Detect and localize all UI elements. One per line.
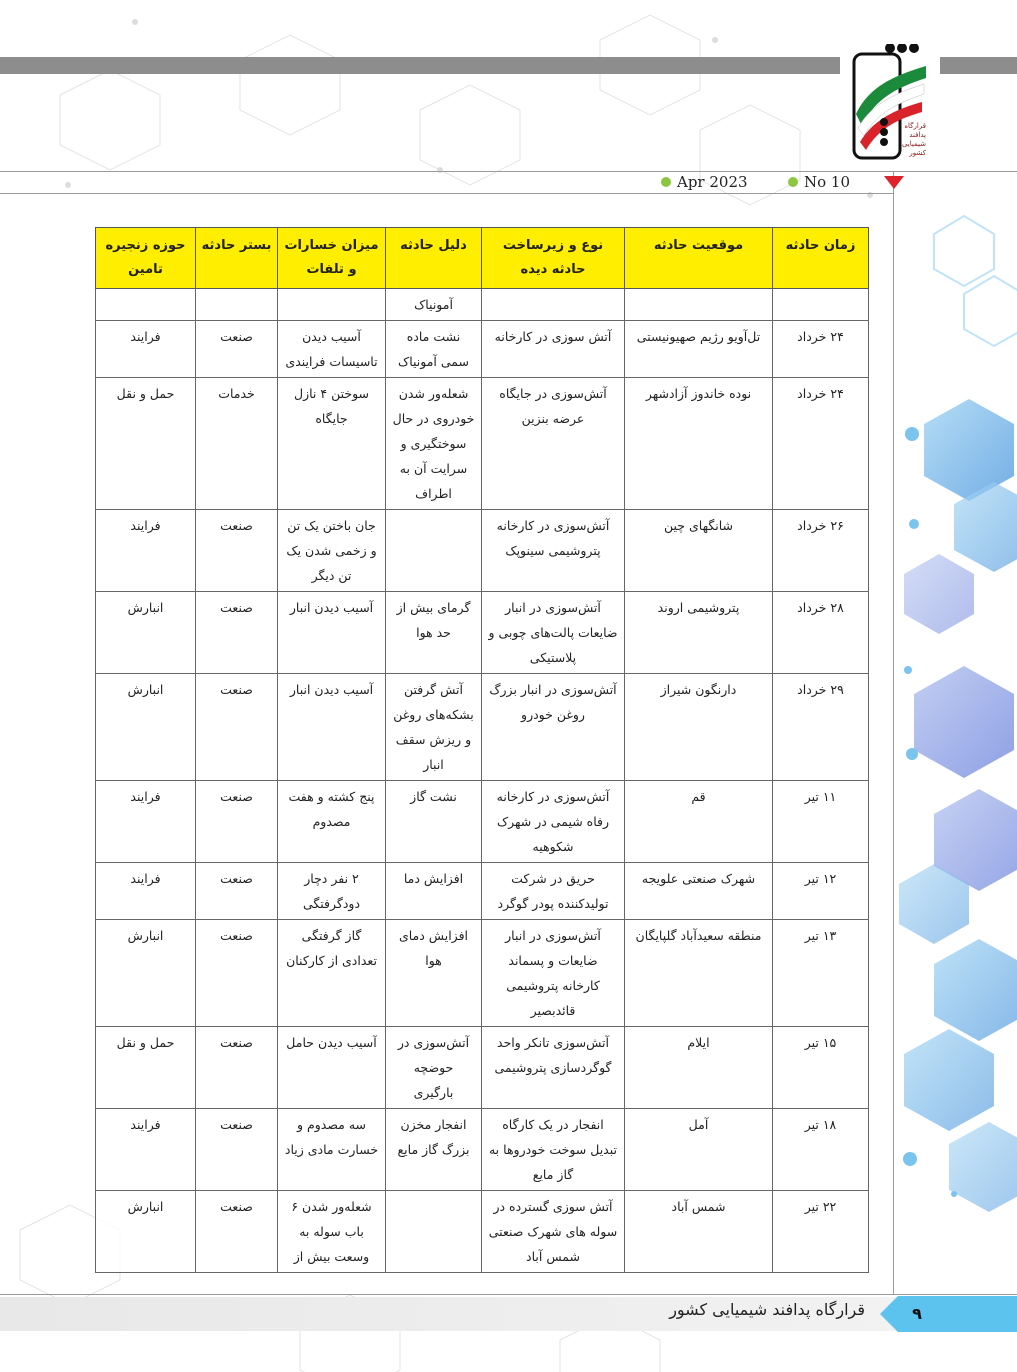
cell-type: آتش سوزی گسترده در سوله های شهرک صنعتی شمس آباد <box>482 1191 625 1273</box>
date-label <box>661 173 748 191</box>
logo-text-2: پدافند <box>909 131 926 139</box>
logo-icon <box>850 44 932 162</box>
table-row <box>96 920 869 1027</box>
table-row <box>96 592 869 674</box>
cell-context: صنعت <box>196 1109 278 1191</box>
cell-context: صنعت <box>196 863 278 920</box>
cell-cause: آمونیاک <box>386 289 482 321</box>
footer-title: قرارگاه پدافند شیمیایی کشور <box>669 1300 865 1319</box>
page-tab-shape <box>880 1296 1017 1332</box>
page-number: ۹ <box>912 1304 922 1323</box>
cell-context: صنعت <box>196 1191 278 1273</box>
cell-cause <box>386 510 482 592</box>
header-time: زمان حادثه <box>773 228 869 289</box>
cell-location: قم <box>625 781 773 863</box>
cell-context <box>196 289 278 321</box>
cell-type: آتش‌سوزی در جایگاه عرضه بنزین <box>482 378 625 510</box>
cell-type: آتش‌سوزی تانکر واحد گوگردسازی پتروشیمی <box>482 1027 625 1109</box>
cell-cause: شعله‌ور شدن خودروی در حال سوختگیری و سرایت آن به اطراف <box>386 378 482 510</box>
table-row <box>96 378 869 510</box>
cell-supply-chain: انبارش <box>96 920 196 1027</box>
cell-context: صنعت <box>196 1027 278 1109</box>
table-row <box>96 863 869 920</box>
header-damage: میزان خسارات و تلفات <box>278 228 386 289</box>
cell-damage: سوختن ۴ نازل جایگاه <box>278 378 386 510</box>
cell-time: ۲۹ خرداد <box>773 674 869 781</box>
incidents-table <box>95 227 869 1273</box>
header-divider-lower <box>0 193 893 194</box>
cell-context: صنعت <box>196 510 278 592</box>
cell-supply-chain: فرایند <box>96 510 196 592</box>
cell-time: ۱۸ تیر <box>773 1109 869 1191</box>
header-context: بستر حادثه <box>196 228 278 289</box>
cell-cause: نشت گاز <box>386 781 482 863</box>
cell-type: آتش‌سوزی در انبار ضایعات و پسماند کارخانه پتروشیمی قائدبصیر <box>482 920 625 1027</box>
cell-cause: انفجار مخزن بزرگ گاز مایع <box>386 1109 482 1191</box>
cell-location: منطقه سعیدآباد گلپایگان <box>625 920 773 1027</box>
red-triangle-icon <box>884 176 904 189</box>
table-row <box>96 674 869 781</box>
cell-supply-chain: حمل و نقل <box>96 1027 196 1109</box>
cell-damage: جان باختن یک تن و زخمی شدن یک تن دیگر <box>278 510 386 592</box>
cell-context: صنعت <box>196 781 278 863</box>
cell-type: حریق در شرکت تولیدکننده پودر گوگرد <box>482 863 625 920</box>
header-supply-chain: حوزه زنجیره تامین <box>96 228 196 289</box>
cell-supply-chain: انبارش <box>96 1191 196 1273</box>
cell-location: آمل <box>625 1109 773 1191</box>
table-row <box>96 321 869 378</box>
table-row <box>96 1191 869 1273</box>
table-header-row <box>96 228 869 289</box>
cell-supply-chain: فرایند <box>96 863 196 920</box>
cell-type <box>482 289 625 321</box>
cell-time: ۲۶ خرداد <box>773 510 869 592</box>
header-type: نوع و زیرساخت حادثه دیده <box>482 228 625 289</box>
cell-supply-chain: حمل و نقل <box>96 378 196 510</box>
cell-cause: نشت ماده سمی آمونیاک <box>386 321 482 378</box>
logo-text-4: کشور <box>909 149 926 157</box>
cell-location: شانگهای چین <box>625 510 773 592</box>
cell-supply-chain: انبارش <box>96 674 196 781</box>
cell-damage: سه مصدوم و خسارت مادی زیاد <box>278 1109 386 1191</box>
cell-context: صنعت <box>196 674 278 781</box>
cell-time: ۲۸ خرداد <box>773 592 869 674</box>
cell-damage: آسیب دیدن انبار <box>278 674 386 781</box>
cell-supply-chain <box>96 289 196 321</box>
logo-text-3: شیمیایی <box>901 140 926 148</box>
cell-supply-chain: فرایند <box>96 781 196 863</box>
cell-type: آتش‌سوزی در انبار ضایعات پالت‌های چوبی و پلاستیکی <box>482 592 625 674</box>
green-dot-icon <box>661 177 671 187</box>
cell-damage: آسیب دیدن تاسیسات فرایندی <box>278 321 386 378</box>
cell-type: انفجار در یک کارگاه تبدیل سوخت خودروها به گاز مایع <box>482 1109 625 1191</box>
cell-time: ۱۲ تیر <box>773 863 869 920</box>
cell-location: نوده خاندوز آزادشهر <box>625 378 773 510</box>
date-text: Apr 2023 <box>677 173 748 191</box>
cell-damage: پنج کشته و هفت مصدوم <box>278 781 386 863</box>
cell-damage: ۲ نفر دچار دودگرفتگی <box>278 863 386 920</box>
cell-type: آتش سوزی در کارخانه <box>482 321 625 378</box>
header-cause: دلیل حادثه <box>386 228 482 289</box>
cell-time: ۱۱ تیر <box>773 781 869 863</box>
cell-cause: افزایش دما <box>386 863 482 920</box>
cell-supply-chain: انبارش <box>96 592 196 674</box>
table-row <box>96 510 869 592</box>
cell-supply-chain: فرایند <box>96 1109 196 1191</box>
cell-context: صنعت <box>196 321 278 378</box>
cell-location: پتروشیمی اروند <box>625 592 773 674</box>
cell-cause: آتش‌سوزی در حوضچه بارگیری <box>386 1027 482 1109</box>
cell-cause: آتش گرفتن بشکه‌های روغن و ریزش سقف انبار <box>386 674 482 781</box>
table-row <box>96 1109 869 1191</box>
cell-cause: گرمای بیش از حد هوا <box>386 592 482 674</box>
cell-location: شهرک صنعتی علویجه <box>625 863 773 920</box>
cell-time <box>773 289 869 321</box>
cell-damage: گاز گرفتگی تعدادی از کارکنان <box>278 920 386 1027</box>
issue-text: No 10 <box>804 173 851 191</box>
logo-text-1: قرارگاه <box>904 122 926 130</box>
cell-damage: شعله‌ور شدن ۶ باب سوله به وسعت بیش از <box>278 1191 386 1273</box>
cell-cause: افزایش دمای هوا <box>386 920 482 1027</box>
cell-time: ۱۵ تیر <box>773 1027 869 1109</box>
cell-location: تل‌آویو رژیم صهیونیستی <box>625 321 773 378</box>
green-dot-icon <box>788 177 798 187</box>
cell-time: ۱۳ تیر <box>773 920 869 1027</box>
table-row <box>96 289 869 321</box>
cell-location: ایلام <box>625 1027 773 1109</box>
table-row <box>96 781 869 863</box>
footer-divider <box>0 1294 1017 1295</box>
header-bar-left <box>0 57 840 74</box>
cell-context: خدمات <box>196 378 278 510</box>
cell-location: شمس آباد <box>625 1191 773 1273</box>
table-row <box>96 1027 869 1109</box>
cell-time: ۲۴ خرداد <box>773 378 869 510</box>
header-bar-right <box>940 57 1017 74</box>
cell-time: ۲۴ خرداد <box>773 321 869 378</box>
cell-supply-chain: فرایند <box>96 321 196 378</box>
cell-type: آتش‌سوزی در کارخانه پتروشیمی سینوپک <box>482 510 625 592</box>
header-divider <box>0 171 1017 172</box>
cell-cause <box>386 1191 482 1273</box>
cell-damage <box>278 289 386 321</box>
issue-label <box>788 173 850 191</box>
cell-context: صنعت <box>196 920 278 1027</box>
cell-damage: آسیب دیدن حامل <box>278 1027 386 1109</box>
cell-damage: آسیب دیدن انبار <box>278 592 386 674</box>
cell-context: صنعت <box>196 592 278 674</box>
cell-location <box>625 289 773 321</box>
decorative-hexagons <box>894 194 1017 1294</box>
cell-type: آتش‌سوزی در انبار بزرگ روغن خودرو <box>482 674 625 781</box>
cell-time: ۲۲ تیر <box>773 1191 869 1273</box>
cell-location: دارنگون شیراز <box>625 674 773 781</box>
cell-type: آتش‌سوزی در کارخانه رفاه شیمی در شهرک شکوهیه <box>482 781 625 863</box>
header-location: موقعیت حادثه <box>625 228 773 289</box>
